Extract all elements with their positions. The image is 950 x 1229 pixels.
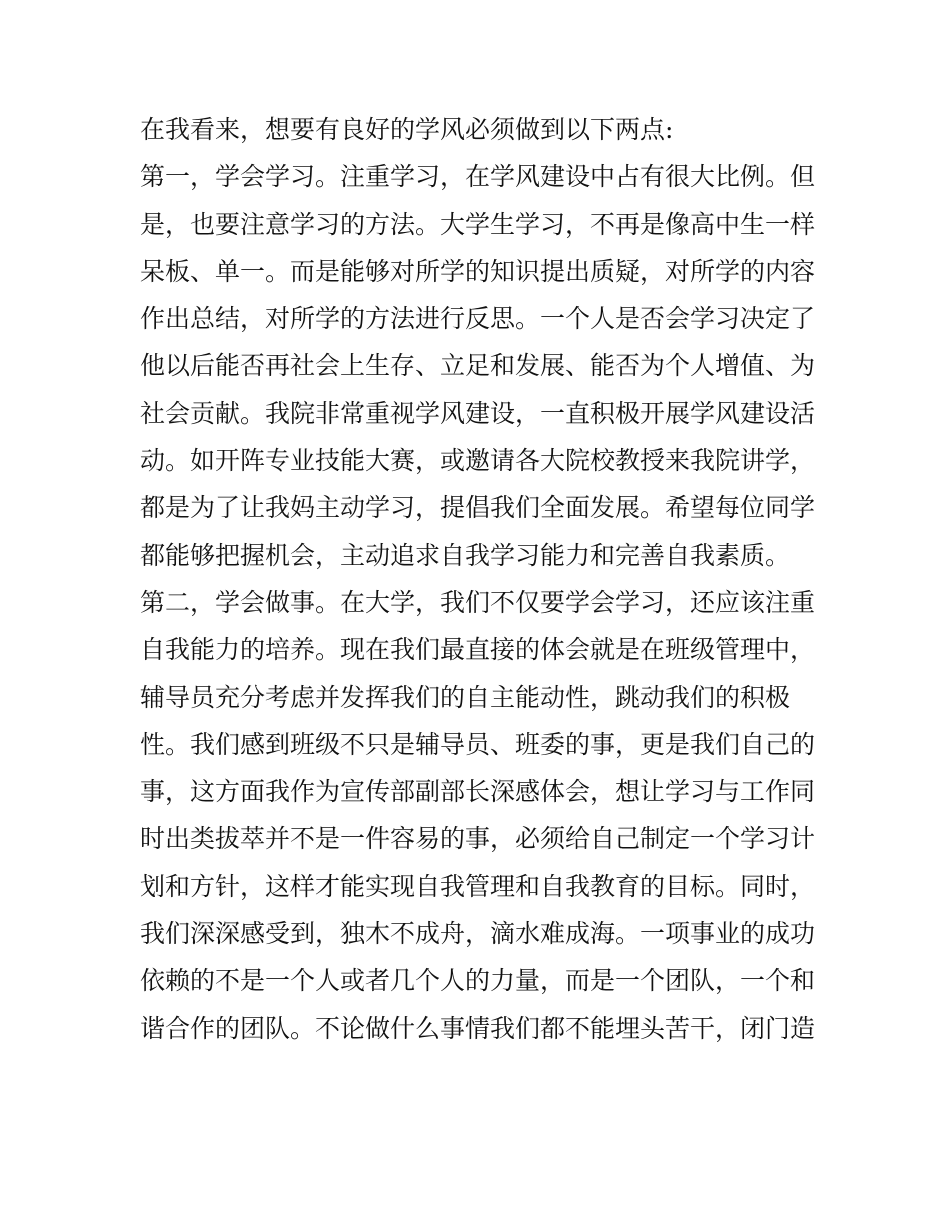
text-line-16: 时出类拔萃并不是一件容易的事，必须给自己制定一个学习计 [140,824,816,854]
text-line-9: 都是为了让我妈主动学习，提倡我们全面发展。希望每位同学 [140,493,816,523]
text-line-14: 性。我们感到班级不只是辅导员、班委的事，更是我们自己的 [140,729,816,759]
text-line-12: 自我能力的培养。现在我们最直接的体会就是在班级管理中， [140,635,816,665]
text-line-3: 是，也要注意学习的方法。大学生学习，不再是像高中生一样 [140,209,816,239]
text-line-6: 他以后能否再社会上生存、立足和发展、能否为个人增值、为 [140,351,816,381]
body-text [140,106,820,1052]
text-line-18: 我们深深感受到，独木不成舟，滴水难成海。一项事业的成功 [140,919,816,949]
text-line-17: 划和方针，这样才能实现自我管理和自我教育的目标。同时， [140,871,816,901]
text-line-7: 社会贡献。我院非常重视学风建设，一直积极开展学风建设活 [140,398,816,428]
text-line-20: 谐合作的团队。不论做什么事情我们都不能埋头苦干，闭门造 [140,1013,816,1043]
text-line-5: 作出总结，对所学的方法进行反思。一个人是否会学习决定了 [140,304,816,334]
text-line-15: 事，这方面我作为宣传部副部长深感体会，想让学习与工作同 [140,777,816,807]
text-line-2: 第一，学会学习。注重学习，在学风建设中占有很大比例。但 [140,162,816,192]
text-line-11: 第二，学会做事。在大学，我们不仅要学会学习，还应该注重 [140,587,816,617]
text-line-19: 依赖的不是一个人或者几个人的力量，而是一个团队，一个和 [140,966,816,996]
text-line-1: 在我看来，想要有良好的学风必须做到以下两点: [140,115,674,144]
text-line-4: 呆板、单一。而是能够对所学的知识提出质疑，对所学的内容 [140,256,816,286]
text-line-13: 辅导员充分考虑并发挥我们的自主能动性，跳动我们的积极 [140,682,791,712]
text-line-8: 动。如开阵专业技能大赛，或邀请各大院校教授来我院讲学， [140,446,816,476]
text-line-10: 都能够把握机会，主动追求自我学习能力和完善自我素质。 [140,540,791,570]
